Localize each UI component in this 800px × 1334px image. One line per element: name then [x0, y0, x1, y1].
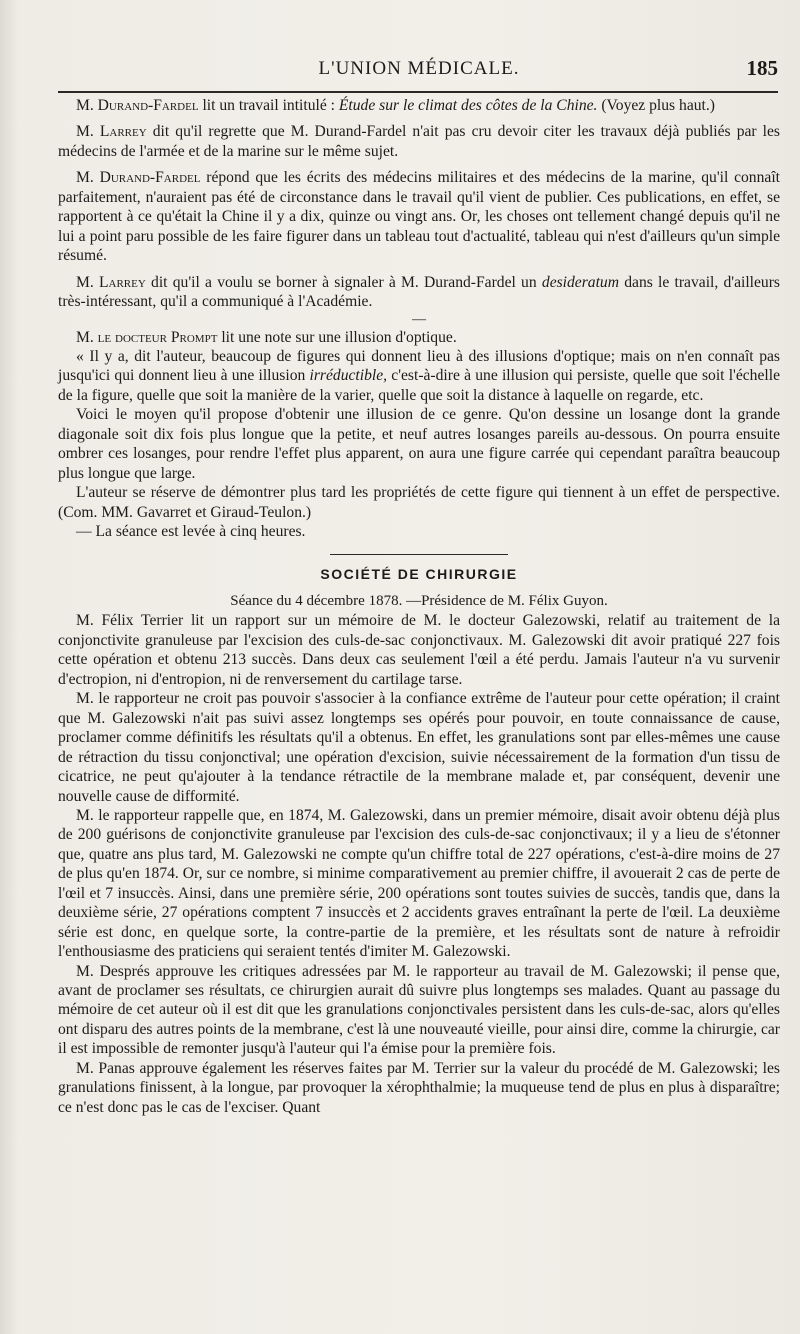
paragraph-text: lit un travail intitulé : — [198, 97, 339, 114]
speaker-name: M. Larrey — [76, 123, 147, 141]
paragraph — [58, 168, 780, 265]
paragraph — [58, 522, 780, 541]
paragraph-text: répond que les écrits des médecins militaires et des médecins de la marine, qu'il connaît parfaitement, n'auraient pas été de circonstance dans le travail qu'il vient de publier. Ces publications, en effet, se rapportent à ce qu'était la Chine il y a dix, quinze ou vingt ans. Or, les choses ont tellement changé depuis qu'il ne lui a point paru possible de les faire figurer dans un tableau tout d'actualité, tableau qui n'est d'ailleurs qu'un simple résumé. — [58, 169, 780, 265]
paragraph-text: « Il y a, dit l'auteur, beaucoup de figures qui donnent lieu à des illusions d'optique; mais on n'en connaît pas jusqu'ici qui donnent lieu à une illusion — [58, 347, 780, 385]
paragraph: M. Panas approuve également les réserves faites par M. Terrier sur la valeur du procédé de M. Galezowski; les granulations finissent, à la longue, par provoquer la xérophthalmie; la muqueuse tend de plus en plus à disparaître; ce n'est donc pas le cas de l'exciser. Quant — [58, 1059, 780, 1116]
article-body — [58, 96, 780, 1117]
paragraph-text: — La séance est levée à cinq heures. — [76, 523, 306, 541]
paragraph-text: c'est-à-dire à une illusion qui persiste, quelle que soit l'échelle de la figure, quelle que soit la manière de la varier, quelle que soit la distance à laquelle on regarde, etc. — [58, 367, 780, 404]
paragraph — [58, 405, 780, 483]
section-title: SOCIÉTÉ DE CHIRURGIE — [320, 565, 518, 582]
paragraph-text: dans le travail, d'ailleurs très-intéressant, qu'il a communiqué à l'Académie. — [58, 273, 780, 311]
speaker-name: M. le docteur Prompt — [76, 328, 218, 346]
speaker-name: M. Durand-Fardel — [76, 97, 199, 114]
page-header — [58, 52, 780, 86]
paragraph-text: lit une note sur une illusion d'optique. — [217, 328, 457, 346]
paragraph — [58, 483, 780, 522]
work-title: Étude sur le climat des côtes de la Chine. — [338, 97, 598, 114]
emphasis: irréductible, — [309, 367, 388, 385]
separator-dash: — — [412, 311, 426, 327]
section-rule — [330, 554, 508, 555]
paragraph — [58, 96, 780, 115]
paragraph — [58, 273, 780, 312]
speaker-name: M. Durand-Fardel — [76, 169, 201, 187]
page-number: 185 — [746, 56, 778, 80]
paragraph: M. Després approuve les critiques adressées par M. le rapporteur au travail de M. Galezowski; il pense que, avant de proclamer ses résultats, ce chirurgien aurait dû suivre plus longtemps ses malades. Quant au passage du mémoire de cet auteur où il est dit que les granulations conjonctivales persistent dans les culs-de-sac, alors qu'elles ont disparu des autres points de la membrane, c'est là une nouveauté vieille, pour ainsi dire, comme la chirurgie, car il est impossible de remonter jusqu'à l'auteur qui l'a émise pour la première fois. — [58, 962, 780, 1058]
speaker-name: M. Larrey — [76, 273, 146, 291]
paragraph: M. Félix Terrier lit un rapport sur un mémoire de M. le docteur Galezowski, relatif au traitement de la conjonctivite granuleuse par l'excision des culs-de-sac conjonctivaux. M. Galezowski dit avoir pratiqué 227 fois cette opération et obtenu 213 succès. Dans deux cas seulement l'œil a été perdu. Jamais l'auteur n'a vu survenir d'ectropion, ni d'entropion, ni de renversement du cartilage tarse. — [58, 612, 780, 688]
session-line: Séance du 4 décembre 1878. —Présidence de M. Félix Guyon. — [230, 592, 608, 609]
header-rule — [58, 91, 778, 93]
emphasis: desideratum — [541, 273, 619, 291]
paragraph-text: dit qu'il regrette que M. Durand-Fardel n'ait pas cru devoir citer les travaux déjà publiés par les médecins de l'armée et de la marine sur le même sujet. — [58, 123, 781, 160]
paragraph-text: (Voyez plus haut.) — [597, 97, 715, 114]
running-title: L'UNION MÉDICALE. — [318, 58, 520, 79]
paragraph: M. le rapporteur rappelle que, en 1874, M. Galezowski, dans un premier mémoire, disait avoir obtenu déjà plus de 200 guérisons de conjonctivite granuleuse par l'excision des culs-de-sac conjonctivaux; il y a lieu de s'étonner que, quatre ans plus tard, M. Galezowski ne compte qu'un chiffre total de 227 opérations, c'est-à-dire moins de 27 de plus qu'en 1874. Or, sur ce nombre, si minime comparativement au premier chiffre, il avouerait 2 cas de perte de l'œil et 7 insuccès. Ainsi, dans une première série, 200 opérations sont toutes suivies de succès, tandis que, dans la deuxième série, 27 opérations comptent 7 insuccès et 2 accidents graves entraînant la perte de l'œil. La deuxième série est donc, en quelque sorte, la contre-partie de la première, et les résultats sont de nature à refroidir l'enthousiasme des praticiens qui seraient tentés d'imiter M. Galezowski. — [58, 806, 780, 961]
paragraph-text: Voici le moyen qu'il propose d'obtenir une illusion de ce genre. Qu'on dessine un losange dont la grande diagonale soit dix fois plus longue que la petite, et neuf autres losanges pareils au-dessous. On pourra ensuite ombrer ces losanges, pour rendre l'effet plus apparent, on aura une figure carrée qui cependant paraîtra beaucoup plus longue que large. — [58, 406, 780, 482]
paragraph-text: dit qu'il a voulu se borner à signaler à M. Durand-Fardel un — [145, 273, 542, 291]
paragraph — [58, 122, 780, 161]
paragraph — [58, 328, 780, 347]
paragraph — [58, 347, 780, 405]
paragraph-text: L'auteur se réserve de démontrer plus tard les propriétés de cette figure qui tiennent à un effet de perspective. (Com. MM. Gavarret et Giraud-Teulon.) — [58, 484, 780, 521]
paragraph: M. le rapporteur ne croit pas pouvoir s'associer à la confiance extrême de l'auteur pour cette opération; il craint que M. Galezowski n'ait pas suivi assez longtemps ses opérés pour pouvoir, en toute connaissance de cause, proclamer comme définitifs les résultats qu'il a obtenus. En effet, les granulations sont par elles-mêmes une cause de rétraction du tissu conjonctival; une opération d'excision, suivie nécessairement de la formation d'un tissu de cicatrice, ne peut qu'ajouter à la tendance rétractile de la membrane malade et, par conséquent, devenir une nouvelle cause de difformité. — [58, 690, 780, 805]
